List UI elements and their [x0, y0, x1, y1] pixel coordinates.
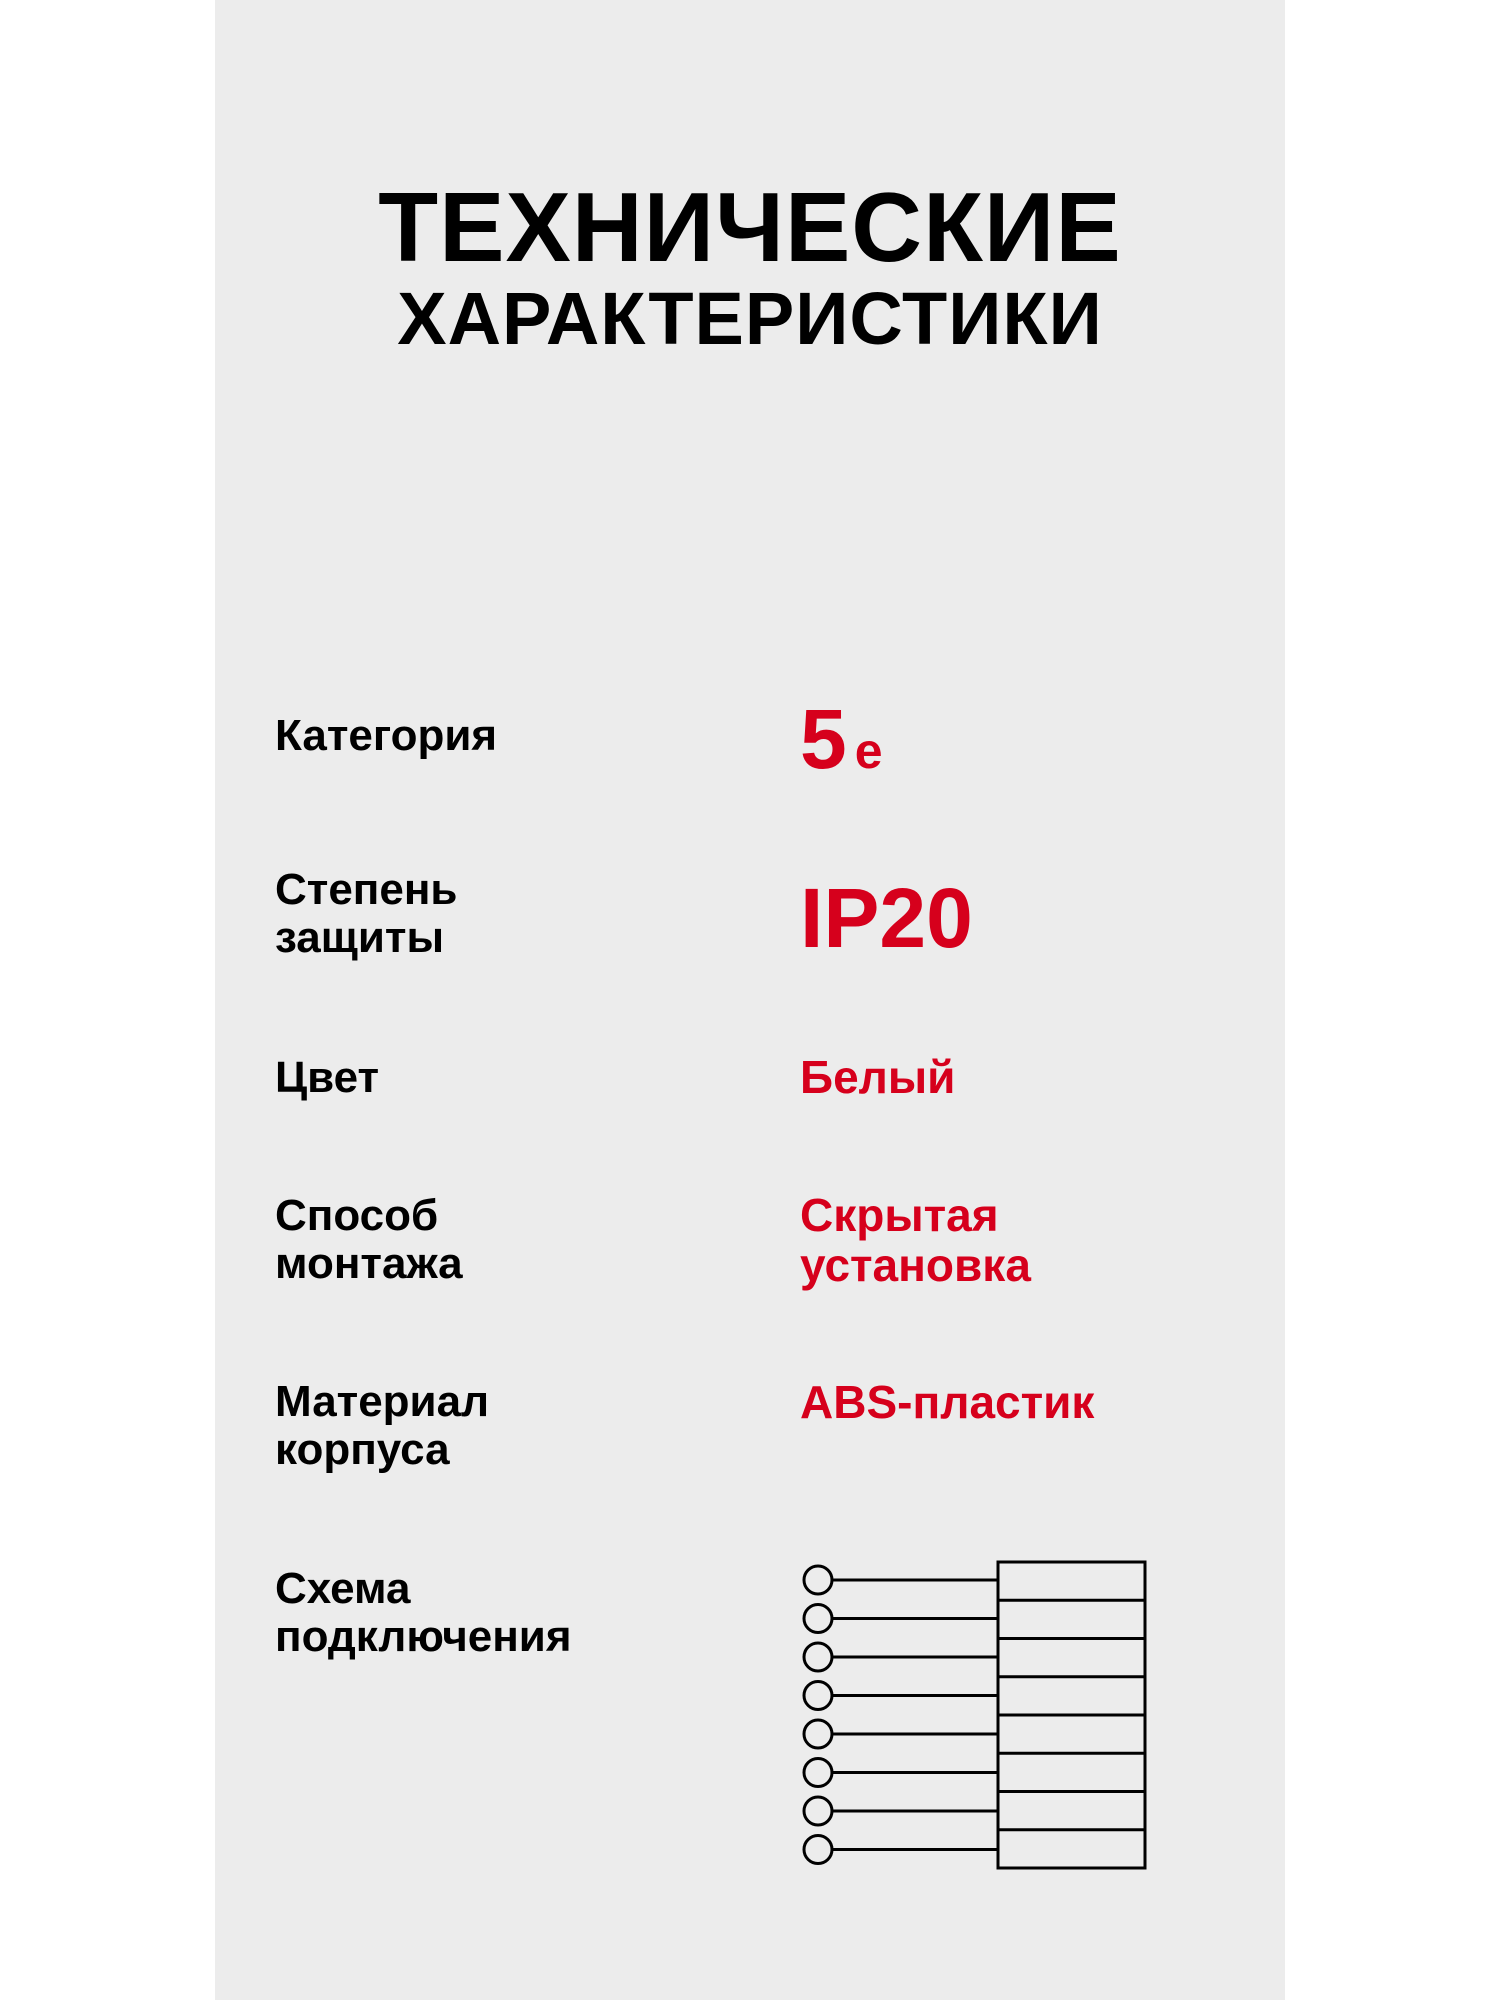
material-label-line-1: Материал	[275, 1377, 490, 1426]
color-value: Белый	[800, 1051, 956, 1103]
category-value-suffix: е	[854, 723, 883, 779]
protection-label	[275, 866, 457, 962]
wiring-pins	[804, 1566, 1145, 1864]
protection-value: IP20	[800, 871, 973, 965]
pin-contact-3	[804, 1643, 832, 1671]
pin-contact-8	[804, 1836, 832, 1864]
material-label-line-2: корпуса	[275, 1425, 450, 1474]
category-value-main: 5	[800, 692, 847, 786]
wiring-diagram	[795, 1550, 1155, 1880]
mounting-value	[800, 1190, 1031, 1290]
mounting-label-line-2: монтажа	[275, 1239, 463, 1288]
category-value	[800, 692, 883, 786]
pin-contact-1	[804, 1566, 832, 1594]
color-label: Цвет	[275, 1053, 380, 1102]
pin-contact-5	[804, 1720, 832, 1748]
pin-contact-6	[804, 1759, 832, 1787]
material-value: ABS-пластик	[800, 1376, 1095, 1428]
schema-label	[275, 1565, 572, 1661]
title-line-2: ХАРАКТЕРИСТИКИ	[397, 277, 1103, 360]
protection-label-line-2: защиты	[275, 913, 445, 962]
protection-label-line-1: Степень	[275, 865, 458, 914]
schema-label-line-1: Схема	[275, 1564, 411, 1613]
mounting-label	[275, 1192, 463, 1288]
mounting-value-line-1: Скрытая	[800, 1189, 999, 1241]
mounting-label-line-1: Способ	[275, 1191, 439, 1240]
title-line-1: ТЕХНИЧЕСКИЕ	[378, 172, 1122, 282]
schema-label-line-2: подключения	[275, 1612, 572, 1661]
pin-contact-4	[804, 1682, 832, 1710]
pin-contact-2	[804, 1605, 832, 1633]
mounting-value-line-2: установка	[800, 1239, 1031, 1291]
category-label: Категория	[275, 711, 498, 760]
pin-contact-7	[804, 1797, 832, 1825]
material-label	[275, 1378, 489, 1474]
